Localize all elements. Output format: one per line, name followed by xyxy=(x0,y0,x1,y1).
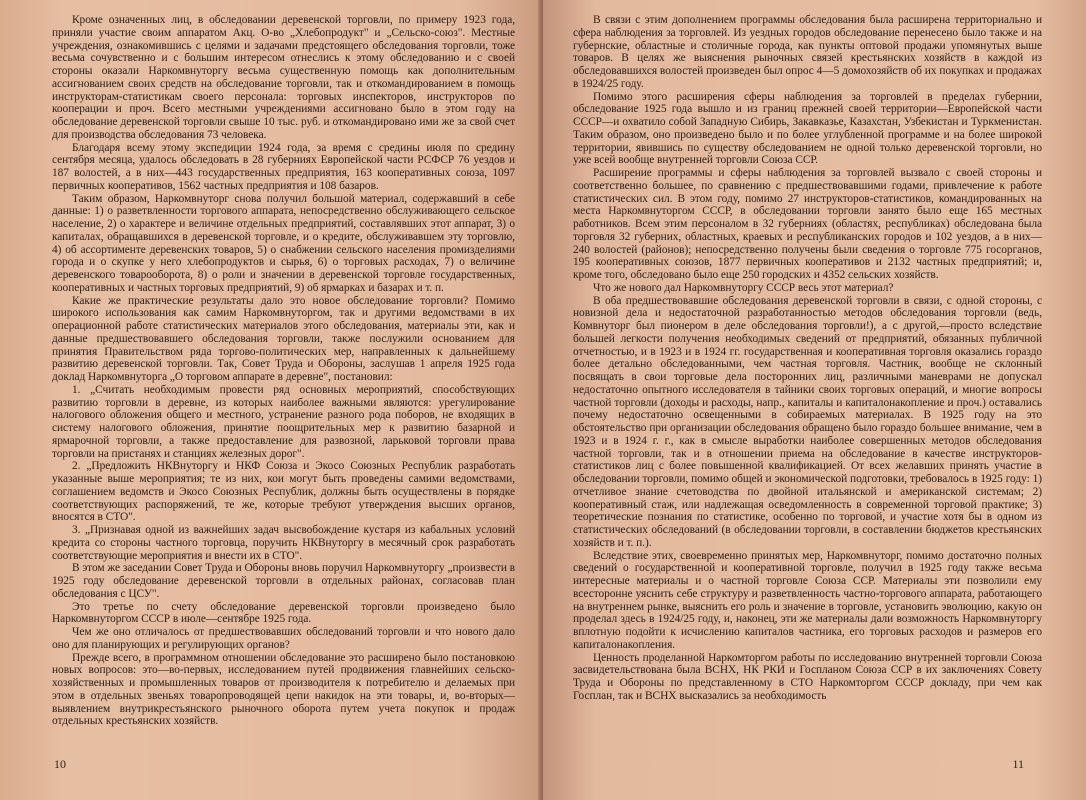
page-number-left: 10 xyxy=(54,757,66,771)
left-paragraph-2: Благодаря всему этому экспедиции 1924 года, за время с средины июля по средину сентября месяца, удалось обследовать в 28 губерниях Европейской части РСФСР 76 уездов и 187 волостей, а в них—443 государственных предприятия, 163 кооперативных союза, 1097 первичных кооперативов, 1562 частных предприятия и 108 базаров. xyxy=(52,141,515,192)
right-paragraph-4: Что же нового дал Наркомвнуторгу СССР весь этот материал? xyxy=(593,281,894,294)
left-paragraph-7: 3. „Признавая одной из важнейших задач высвобождение кустаря из кабальных условий кредита со стороны частного торговца, поручить НКВнуторгу в месячный срок разработать соответствующие мероприятия и внести их в СТО". xyxy=(52,524,515,562)
right-paragraph-1: В связи с этим дополнением программы обследования была расширена территориально и сфера наблюдения за торговлей. Из уездных городов обследование перенесено было также и на губернские, областные и столичные города, как пункты оптовой продажи упомянутых выше товаров. В целях же выяснения рыночных связей крестьянских хозяйств в каждой из обследовавшихся волостей произведен был опрос 4—5 домохозяйств об их покупках и продажах в 1924/25 году. xyxy=(573,14,1042,90)
left-paragraph-3: Таким образом, Наркомвнуторг снова получил большой материал, содержавший в себе данные: 1) о разветвленности торгового аппарата, непосредственно обслуживающего сельское население, 2) о характере и величине отдельных предприятий, составлявших этот аппарат, 3) о капиталах, обращавшихся в деревенской торговле, и о кредите, обслуживавшем эту торговлю, 4) об ассортименте деревенских товаров, 5) о снабжении сельского населения промизделиями города и о скупке у него хлебопродуктов и сырья, 6) о торговых расходах, 7) о величине деревенского товарооборота, 8) о роли и значении в деревенской торговле государственных, кооперативных и частных торговых предприятий, 9) об ярмарках и базарах и т. п. xyxy=(52,192,515,294)
left-paragraph-11: Прежде всего, в программном отношении обследование это расширено было постановкою новых вопросов: это—во-первых, исследованием путей продвижения главнейших сельско-хозяйственных и промышленных товаров от производителя к потребителю и делаемых при этом в отдельных звеньях товаропроводящей цепи накидок на эти товары, и, во-вторых—выявлением внутрикрестьянского рыночного оборота путем учета покупок и продаж отдельных крестьянских хозяйств. xyxy=(52,651,515,728)
right-paragraph-5: В оба предшествовавшие обследования деревенской торговли в связи, с одной стороны, с новизной дела и недостаточной разработанностью методов обследования торговли (ведь, Комвнуторг был пионером в деле обследования торговли!), а с другой,—просто вследствие большей легкости получения необходимых сведений от предприятий, обязанных публичной отчетностью, и в 1923 и в 1924 гг. государственная и кооперативная торговля оказались гораздо более детально обследованными, чем частная торговля. Частник, вообще не склонный посвящать в свои торговые дела посторонних лиц, различными маневрами не допускал недостаточно опытного исследователя в тайники своих торговых операций, и многие вопросы частной торговли (доходы и расходы, напр., капиталы и капиталонакопление и проч.) оставались почему недостаточно освещенными в собираемых материалах. В 1925 году на это обстоятельство при организации обследования обращено было гораздо большее внимание, чем в 1923 и в 1924 г. г., как в смысле выработки наиболее совершенных методов обследования частной торговли, так и в отношении приема на обследование в качестве инструкторов-статистиков лиц с более повышенной квалификацией. От всех желавших принять участие в обследовании торговли, помимо общей и экономической подготовки, требовалось в 1925 году: 1) отчетливое знание счетоводства по двойной итальянской и американской системам; 2) кооперативный стаж, или надлежащая осведомленность в современной торговой практике; 3) теоретические познания по статистике, особенно по торговой, и участие хотя бы в одном из статистических обследований (в обследовании торговли, в составлении бюджетов крестьянских хозяйств и т. п.). xyxy=(573,294,1042,549)
left-paragraph-9: Это третье по счету обследование деревенской торговли произведено было Наркомвнуторгом СССР в июле—сентябре 1925 года. xyxy=(52,600,515,626)
left-paragraph-6: 2. „Предложить НКВнуторгу и НКФ Союза и Экосо Союзных Республик разработать указанные выше мероприятия; те из них, кои могут быть проведены самими ведомствами, соглашением ведомств и Экосо Союзных Республик, должны быть осуществлены в порядке соответствующих распоряжений, те же, которые требуют утверждения высших органов, вносятся в СТО". xyxy=(52,460,515,524)
right-page xyxy=(543,0,1086,800)
right-paragraph-3: Расширение программы и сферы наблюдения за торговлей вызвало с своей стороны и соответственно большее, по сравнению с предшествовавшими годами, привлечение к работе статистических сил. В этом году, помимо 27 инструкторов-статистиков, командированных на места Наркомвнуторгом СССР, в обследовании торговли занято было еще 165 местных работников. Всем этим персоналом в 32 губерниях (областях, республиках) обследована была торговля 32 губерних, областных, краевых и республиканских городов и 102 уездов, а в них—240 волостей (районов); непосредственно получены были сведения о торговле 775 госорганов, 195 кооперативных союзов, 1877 первичных кооперативов и 2132 частных предприятий; и, кроме того, обследовано было еще 250 городских и 4352 сельских хозяйств. xyxy=(573,167,1042,281)
right-paragraph-7: Ценность проделанной Наркомторгом работы по исследованию внутренней торговли Союза засвидетельствована была ВСНХ, НК РКИ и Госпланом Союза ССР в их заключениях Совету Труда и Обороны по представленному в СТО Наркомторгом СССР докладу, при чем как Госплан, так и ВСНХ высказались за необходимость xyxy=(573,651,1042,702)
left-paragraph-8: В этом же заседании Совет Труда и Обороны вновь поручил Наркомвнуторгу „произвести в 1925 году обследование деревенской торговли в отдельных районах, согласовав план обследования с ЦСУ". xyxy=(52,562,515,600)
right-paragraph-6: Вследствие этих, своевременно принятых мер, Наркомвнуторг, помимо достаточно полных сведений о государственной и кооперативной торговле, получил в 1925 году также весьма интересные материалы и о частной торговле Союза ССР. Материалы эти позволили ему всесторонне уяснить себе структуру и разветвленность частно-торгового аппарата, работающего на внутреннем рынке, выяснить его роль и значение в торговле, установить эволюцию, какую он проделал здесь в 1924/25 году, и, наконец, эти же материалы дали возможность Наркомвнуторгу вплотную подойти к исчислению капиталов частника, его торговых расходов и размеров его капиталонакопления. xyxy=(573,549,1042,651)
right-paragraph-2: Помимо этого расширения сферы наблюдения за торговлей в пределах губернии, обследование 1925 года вышло и из границ прежней своей территории—Европейской части СССР—и охватило собой Западную Сибирь, Закавказье, Казахстан, Узбекистан и Туркменистан. Таким образом, оно произведено было и по более углубленной программе и на более широкой территории, явившись по существу обследованием не одной только деревенской торговли, но уже всей вообще внутренней торговли Союза ССР. xyxy=(573,90,1042,167)
left-paragraph-10: Чем же оно отличалось от предшествовавших обследований торговли и что нового дало оно для планирующих и регулирующих органов? xyxy=(52,626,515,651)
left-paragraph-4: Какие же практические результаты дало это новое обследование торговли? Помимо широкого использования как самим Наркомвнуторгом, так и другими ведомствами в их операционной работе статистических материалов этого обследования, материалы эти, как и данные предшествовавшего обследования торговли, также послужили основанием для принятия Правительством ряда торгово-политических мер, направленных к дальнейшему развитию деревенской торговли. Так, Совет Труда и Обороны, заслушав 1 апреля 1925 года доклад Наркомвнуторга „О торговом аппарате в деревне", постановил: xyxy=(52,294,515,383)
page-number-right: 11 xyxy=(1012,757,1024,771)
left-paragraph-1: Кроме означенных лиц, в обследовании деревенской торговли, по примеру 1923 года, приняли участие своим аппаратом Акц. О-во „Хлебопродукт" и „Сельско-союз". Местные учреждения, ознакомившись с целями и задачами предстоящего обследования торговли, тоже весьма сочувственно и с большим интересом отнеслись к этому обследованию и с своей стороны оказали Наркомвнуторгу весьма существенную помощь как дополнительным ассигнованием своих средств на обследование торговли, так и откомандированием в помощь инструкторам-статистикам своего персонала: торговых инспекторов, инструкторов по кооперации и проч. Всего местными учреждениями ассигновано было в этом году на обследование деревенской торговли свыше 10 тыс. руб. и откомандировано ими же за свой счет для производства обследования 73 человека. xyxy=(52,14,515,141)
left-paragraph-5: 1. „Считать необходимым провести ряд основных мероприятий, способствующих развитию торговли в деревне, из которых наиболее важными являются: урегулирование налогового обложения общего и местного, устранение разного рода поборов, не входящих в систему налогового обложения, принятие поощрительных мер к развитию базарной и ярмарочной торговли, а также предоставление для развозной, ларьковой торговли права торговли на пристанях и станциях железных дорог". xyxy=(52,383,515,460)
